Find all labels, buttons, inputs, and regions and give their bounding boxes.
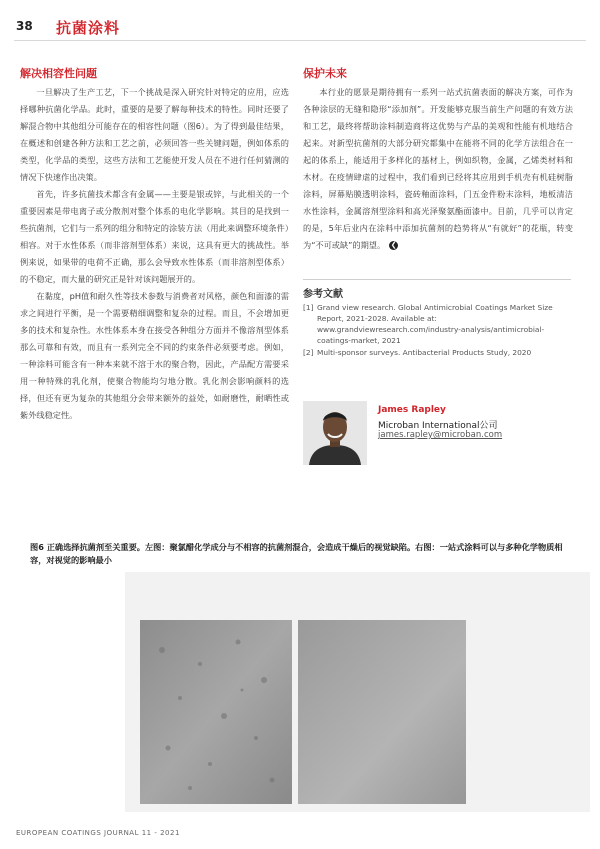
section-title: 抗菌涂料 <box>56 19 121 37</box>
end-of-article-icon: ❮ <box>390 241 397 249</box>
reference-item <box>303 347 571 358</box>
defective-coating-sample-icon <box>140 620 292 804</box>
figure-image-left <box>140 620 292 804</box>
left-paragraph-1: 一旦解决了生产工艺，下一个挑战是深入研究针对特定的应用，应选择哪种抗菌化学品。此时，重要的是要了解每种技术的特性。同时还要了解混合物中其他组分可能存在的相容性问题（图6）。为了得到最佳结果，在概述和创建各种方法和工艺之前，必须回答一些关键问题，例如体系的类型，化学品的类型，这些方法和工艺能使开发人员在不进行任何猜测的情况下快速作出决策。 <box>20 87 289 182</box>
reference-text: Multi-sponsor surveys. Antibacterial Products Study, 2020 <box>317 348 532 357</box>
figure-caption: 图6 正确选择抗菌剂至关重要。左图：聚氯醋化学成分与不相容的抗菌剂混合，会造成干燥后的视觉缺陷。右图：一站式涂料可以与多种化学物质相容，对视觉的影响最小 <box>30 542 563 565</box>
references-heading: 参考文献 <box>303 289 343 300</box>
reference-number: [1] <box>303 303 314 312</box>
reference-text: Grand view research. Global Antimicrobial Coatings Market Size Report, 2021-2028. Available at: www.grandviewresearch.com/industry-analysis/antimicrobial-coatings-market, 2021 <box>317 303 553 345</box>
author-company: Microban International公司 <box>378 421 498 431</box>
left-paragraph-3: 在黏度，pH值和耐久性等技术参数与消费者对风格，颜色和面漆的需求之间进行平衡，是一个需要精细调整和复杂的过程。而且，不会增加更多的技术和复杂性。水性体系本身在接受各种组分方面并不像溶剂型体系那么可靠和有效，而且有一系列完全不同的约束条件必须要考虑。例如，一种涂料可能含有一种本来就不溶于水的聚合物，因此，产品配方需要采用一种特殊的乳化剂，使聚合物能均匀地分散。乳化剂会影响颜料的选择，但还有更为复杂的其他组分会带来额外的益处，如耐磨性，耐晒性或紫外线稳定性。 <box>20 291 289 420</box>
figure-image-right <box>298 620 466 804</box>
references-list <box>303 302 571 359</box>
right-heading: 保护未来 <box>303 67 347 80</box>
author-photo <box>303 401 367 465</box>
left-paragraph-2: 首先，许多抗菌技术都含有金属——主要是银或锌，与此相关的一个重要因素是带电离子或分散剂对整个体系的电化学影响。其目的是找到一些抗菌剂，它们与一系列的组分和特定的涂装方法（用此来调整环境条件）相容。对于水性体系（而非溶剂型体系）来说，这具有更大的挑战性。举例来说，如果带的电荷不正确，那么会导致水性体系（而非溶剂型体系）的不稳定，而大量的研究正是针对该问题展开的。 <box>20 189 289 284</box>
header-divider <box>14 40 586 41</box>
author-portrait-icon <box>303 401 367 465</box>
right-column <box>303 66 573 254</box>
reference-number: [2] <box>303 348 314 357</box>
page-number: 38 <box>16 19 33 33</box>
reference-item <box>303 302 571 346</box>
right-paragraph-text: 本行业的愿景是期待拥有一系列一站式抗菌表面的解决方案，可作为各种涂层的无缝和隐形“添加剂”。开发能够克服当前生产问题的有效方法和工艺，最终将帮助涂料制造商将这优势与产品的美观和性能有机地结合起来。对新型抗菌剂的大部分研究都集中在能将不同的化学方法组合在一起的体系上，能适用于多样化的基材上，例如织物，金属，乙烯类材料和木材。在疫情肆虐的过程中，我们看到已经将其应用到手机壳有机硅树脂涂料，屏幕贴膜透明涂料，瓷砖釉面涂料，门五金件粉末涂料，地板清洁水性涂料，金属溶剂型涂料和高光泽聚氨酯面漆中。目前，几乎可以肯定的是，5年后业内在涂料中添加抗菌剂的趋势将从“有就好”的花瓶，转变为“不可或缺”的期望。 <box>303 87 573 250</box>
uniform-coating-sample-icon <box>298 620 466 804</box>
left-column <box>20 66 289 424</box>
author-name: James Rapley <box>378 405 446 415</box>
author-email-link[interactable]: james.rapley@microban.com <box>378 430 503 440</box>
right-paragraph <box>303 84 573 254</box>
footer-journal: EUROPEAN COATINGS JOURNAL 11 - 2021 <box>16 829 180 837</box>
references-divider <box>303 279 571 280</box>
left-heading: 解决相容性问题 <box>20 67 97 80</box>
